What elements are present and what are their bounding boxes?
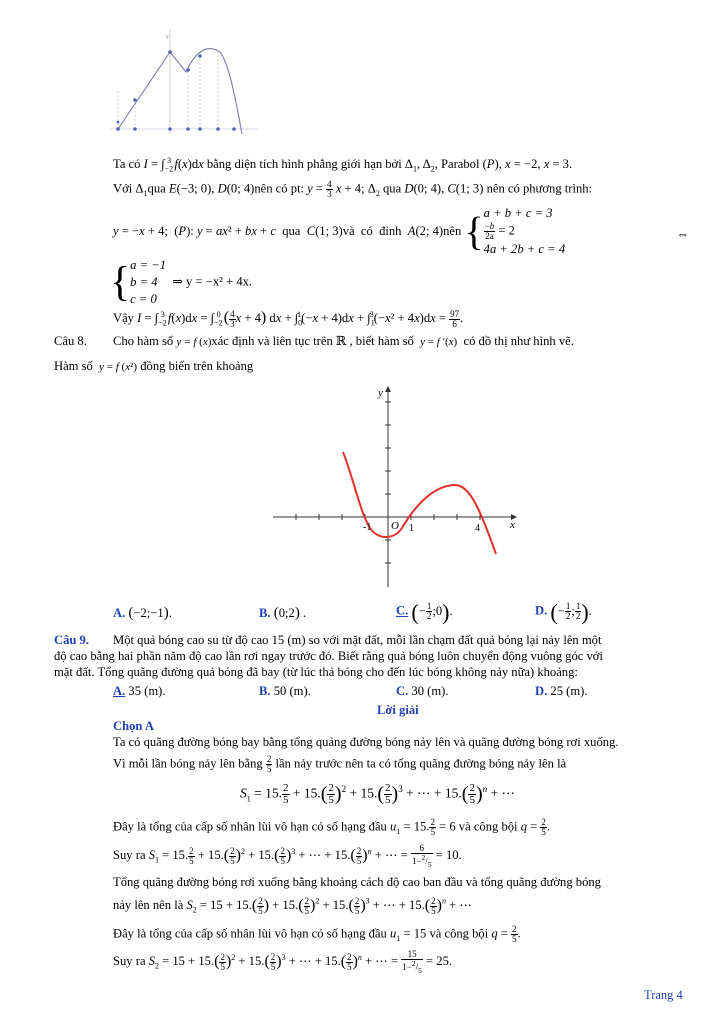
choice-label: Chọn A [113,719,154,733]
y-axis-label: y [378,387,383,399]
svg-text:y: y [166,34,169,40]
q9-text-line2: độ cao bằng hai phần năm độ cao lần rơi ngay trước đó. Biết rằng quả bóng luôn chuyển động vuông góc với [54,649,603,663]
q9-option-a[interactable] [113,684,165,700]
q9-text-line3: mặt đất. Tổng quãng đường quả bóng đã bay (từ lúc thả bóng cho đến lúc bóng không nảy nữa) khoảng: [54,665,578,679]
tick-label-minus1: -1 [363,522,372,533]
q8-option-a-key: A. [113,606,126,620]
line-integral-statement: Ta có $I = \int_{-2}^3$ f(x)dx bằng diện tích hình phẳng giới hạn bởi $\Delta_1$, $\Delta_2$, Parabol (P), x = −2, x = 3. [113,156,573,174]
q9-option-b-text: 50 (m). [273,684,311,698]
q9-option-d[interactable] [535,684,587,700]
sol-line-4: Đây là tổng của cấp số nhân lùi vô hạn có số hạng đầu $u_1 = 15$. $\frac{2}{5}$ = 6 và công bội q = $\frac{2}{5}$ . [113,817,551,837]
sol-line-7: nảy lên nên là $S_2 = 15 + 15$.( $\frac{2}{5}$ ) + 15.( $\frac{2}{5}$ )$^2$ + 15.( $\frac{2}{5}$ )$^3$ + ⋯ + 15.( $\frac{2}{5}$ )$^n$ + ⋯ [113,895,472,916]
q8-option-a[interactable] [113,604,172,623]
page-number: Trang 4 [644,988,683,1002]
line-parabola: y = −x + 4; (P): y = ax² + bx + c qua C(1; 3)và có đỉnh A(2; 4)nên {a + b + c = 3 $\frac{-b}{2a}$ = 2 4a + 2b + c = 4 ⇔ [113,206,689,256]
q8-text-line1: Cho hàm số y = f (x)xác định và liên tục trên ℝ , biết hàm số y = f ′(x) có đồ thị như hình vẽ. [113,334,574,348]
sol-line-2: Vì mỗi lần bóng nảy lên bằng $\frac{2}{5}$ lần nảy trước nên ta có tổng quãng đường bóng nảy lên là [113,754,567,774]
derivative-curve [343,452,496,554]
sol-line-6: Tổng quãng đường bóng rơi xuống bằng khoảng cách độ cao ban đầu và tổng quãng đường bóng [113,875,601,889]
sys-result: ⇒ y = −x² + 4x. [172,274,253,289]
q8-option-a-text: (−2;−1). [128,605,172,621]
sys-c: c = 0 [130,292,157,306]
q9-option-b-key: B. [259,684,271,698]
solution-title: Lời giải [377,703,419,717]
system-eq-2: = 2 [498,223,515,238]
x-axis-label: x [510,519,515,531]
q8-option-d-text: (− $\frac{1}{2}$ ; $\frac{1}{2}$ ). [550,599,592,624]
system-solution: {a = −1 b = 4 c = 0 ⇒ y = −x² + 4x. [110,258,253,306]
q8-option-c-text: (− $\frac{1}{2}$ ;0). [411,599,453,624]
sol-line-1: Ta có quãng đường bóng bay bằng tổng quảng đường bóng nảy lên và quãng đường bóng rơi xuống. [113,735,619,749]
tick-label-4: 4 [475,523,480,534]
sol-line-5: Suy ra $S_1 = 15$. $\frac{2}{5}$ + 15.( $\frac{2}{5}$ )$^2$ + 15.( $\frac{2}{5}$ )$^3$ + ⋯ + 15.( $\frac{2}{5}$ )$^n$ + ⋯ = $\frac{6}{1-^2/_5}$ = 10. [113,843,462,869]
q8-label: Câu 8. [54,334,87,348]
q8-option-b-key: B. [259,606,271,620]
line-final-integral: Vậy $I = \int_{-2}^3$ $f(x)dx = \int_{-2}^0$ ( $\frac{4}{3}$ x + 4) dx + $\int_0^1(-x + 4)dx + \int_1^3(-x^2 + 4x)dx$ = $\frac{97}{6}$ . [113,308,464,329]
q9-option-c[interactable] [396,684,448,700]
origin-label: O [391,520,399,532]
system-eq-1: a + b + c = 3 [483,206,553,220]
derivative-graph [268,382,528,594]
q9-text-line1: Một quả bóng cao su từ độ cao 15 (m) so với mặt đất, mỗi lần chạm đất quả bóng lại nảy lên một [113,633,602,647]
q8-text-line2: Hàm số y = f (x²) đồng biến trên khoảng [54,359,254,373]
q9-option-d-key: D. [535,684,548,698]
sys-b: b = 4 [130,275,158,289]
sol-line-8: Đây là tổng của cấp số nhân lùi vô hạn có số hạng đầu $u_1 = 15$ và công bội q = $\frac{2}{5}$ . [113,924,521,944]
q8-option-b[interactable] [259,604,306,623]
q9-option-a-key: A. [113,684,126,698]
q8-option-b-text: (0;2) . [273,605,307,621]
equiv-arrow: ⇔ [676,227,689,241]
sol-line-3: $S_1 = 15$. $\frac{2}{5}$ + 15.( $\frac{2}{5}$ )$^2$ + 15.( $\frac{2}{5}$ )$^3$ + ⋯ + 15.( $\frac{2}{5}$ )$^n$ + ⋯ [240,782,516,806]
q9-option-a-text: 35 (m). [128,684,166,698]
q9-label: Câu 9. [54,633,89,647]
q9-option-d-text: 25 (m). [550,684,588,698]
q9-option-c-key: C. [396,684,409,698]
sol-line-9: Suy ra $S_2 = 15 + 15$.( $\frac{2}{5}$ )$^2$ + 15.( $\frac{2}{5}$ )$^3$ + ⋯ + 15.( $\frac{2}{5}$ )$^n$ + ⋯ = $\frac{15}{1-^2/_5}$ = 25. [113,949,453,975]
q8-option-d-key: D. [535,603,548,618]
line-delta-equations: Với $\Delta_1qua$ E(−3; 0), D(0; 4)nên có pt: y = $\frac{4}{3}$ x + 4; $\Delta_2$ qua D(0; 4), C(1; 3) nên có phương trình: [113,179,593,199]
q8-option-c[interactable] [396,598,453,626]
q9-option-b[interactable] [259,684,311,700]
tick-label-1: 1 [409,523,414,534]
q9-option-c-text: 30 (m). [411,684,449,698]
q8-option-d[interactable] [535,598,592,626]
q8-option-c-key: C. [396,603,409,618]
system-eq-3: 4a + 2b + c = 4 [483,242,566,256]
sys-a: a = −1 [130,258,167,272]
top-figure [108,30,268,145]
